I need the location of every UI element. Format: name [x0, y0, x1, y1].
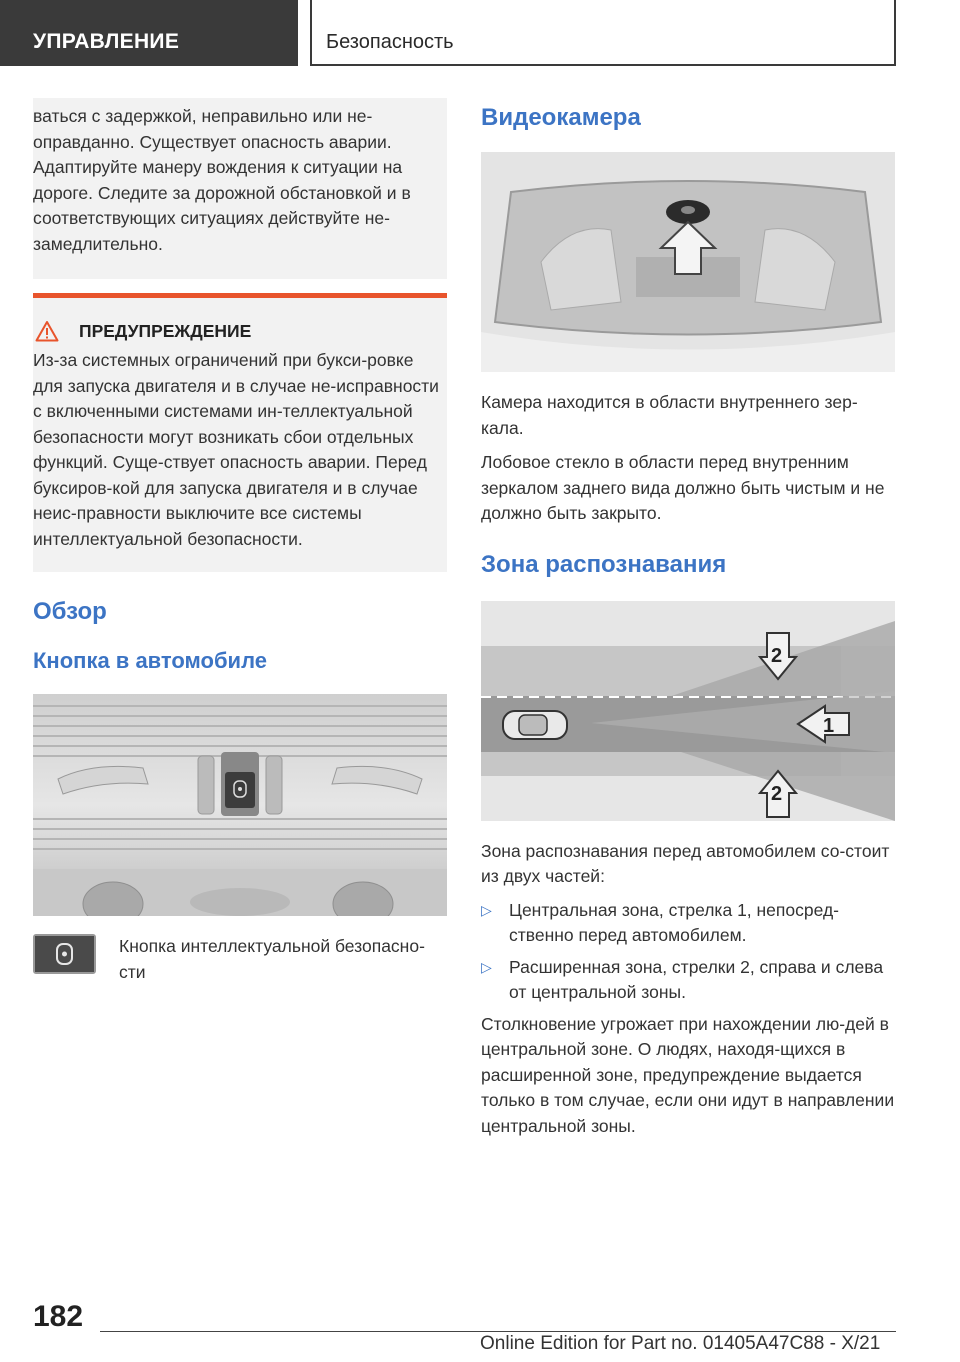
- page-number: 182: [33, 1300, 84, 1333]
- warning-box: [33, 293, 447, 572]
- button-heading: Кнопка в автомобиле: [33, 648, 267, 673]
- note-text: ваться с задержкой, неправильно или не-оправданно. Существует опасность аварии. Адаптируйте манеру вождения к ситуации на дороге. Следите за дорожной обстановкой и в соответствующих ситуациях действуйте не-замедлительно.: [33, 106, 411, 254]
- warning-title: ПРЕДУПРЕЖДЕНИЕ: [79, 320, 252, 341]
- triangle-right-icon: ▷: [481, 958, 492, 975]
- list-item-text: Центральная зона, стрелка 1, непосред-ственно перед автомобилем.: [509, 899, 839, 945]
- header-section-tab: [0, 0, 298, 66]
- header-subsection-tab: [310, 0, 896, 66]
- header-subsection-title: Безопасность: [326, 31, 454, 53]
- camera-photo: [481, 152, 895, 372]
- safety-button-icon: [33, 934, 96, 974]
- overview-heading: Обзор: [33, 598, 107, 625]
- warning-text: Из-за системных ограничений при букси-ровке для запуска двигателя и в случае не-исправности с включенными системами ин-теллектуальной безопасности могут возникать сбои отдельных функций. Суще-ствует опасность аварии. Перед буксиров-кой для запуска двигателя и в случае неис-правности выключите все системы интеллектуальной безопасности.: [33, 350, 439, 549]
- zone-label-1: 1: [823, 714, 835, 737]
- list-item: [481, 898, 895, 949]
- zone-list: [481, 898, 895, 1006]
- camera-text-2: Лобовое стекло в области перед внутренним зеркалом заднего вида должно быть чистым и не должно быть закрыто.: [481, 452, 885, 523]
- zone-heading: Зона распознавания: [481, 550, 727, 578]
- triangle-right-icon: ▷: [481, 901, 492, 918]
- button-caption-row: [33, 934, 447, 985]
- zone-label-2-top: 2: [771, 644, 783, 667]
- warning-header: [35, 320, 447, 342]
- button-photo: [33, 694, 447, 916]
- footer-edition: Online Edition for Part no. 01405A47C88 - X/21: [480, 1333, 881, 1354]
- header-section-title: УПРАВЛЕНИЕ: [33, 30, 180, 53]
- car-icon: [503, 711, 567, 739]
- list-item-text: Расширенная зона, стрелки 2, справа и слева от центральной зоны.: [509, 956, 884, 1002]
- zone-diagram: [481, 601, 895, 821]
- list-item: [481, 955, 895, 1006]
- zone-intro: Зона распознавания перед автомобилем со-стоит из двух частей:: [481, 840, 890, 886]
- zone-outro: Столкновение угрожает при нахождении лю-дей в центральной зоне. О людях, находя-щихся в расширенной зоне, предупреждение выдается только в том случае, если они идут в направлении центральной зоны.: [481, 1013, 895, 1136]
- left-column: [33, 98, 447, 985]
- button-caption: Кнопка интеллектуальной безопасно-сти: [119, 936, 425, 982]
- camera-heading: Видеокамера: [481, 104, 641, 131]
- warning-triangle-icon: [35, 320, 59, 342]
- camera-text-1: Камера находится в области внутреннего зер-кала.: [481, 392, 858, 438]
- right-column: [481, 98, 895, 1139]
- zone-label-2-bottom: 2: [771, 782, 783, 805]
- note-box: [33, 98, 447, 279]
- footer-divider: [100, 1331, 896, 1332]
